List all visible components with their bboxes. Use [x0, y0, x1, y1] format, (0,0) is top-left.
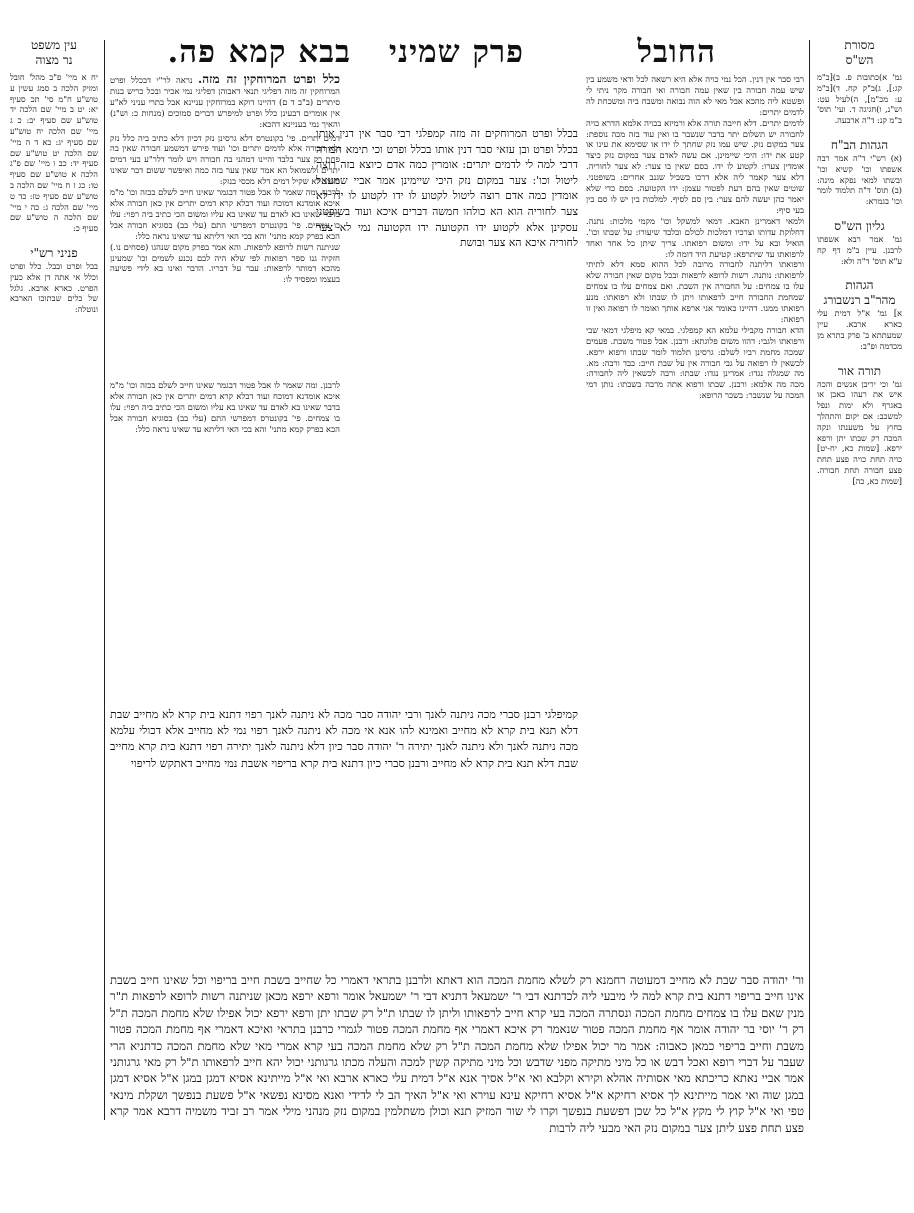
right-margin-rule — [809, 40, 810, 1120]
tosafot-lower — [110, 380, 340, 700]
haghot2-title: הגהות מהר"ב רנשבורג — [823, 278, 896, 308]
rashi-paragraph: ורפואתו דליתנה לחבורה מרובה לכל ההוא סמא דלא לתיתי לרפואתו: נותנה. רשות לרופא לרפאות ובכל מקום שאין חבורה שלא עלו בו צמחים: על החבורה אין השבת. ואם צמחים עלו בו צמחים שמחמת החבורה חייב לרפאותו ויתן לו שבתו ולא רפואתו: מנע רפואתו ממנו. דהיינו כאומר אני ארפא אותך ואומר לו רפואה ואין זו רפואה: — [586, 259, 804, 324]
tosafot-paragraph: דמים יתרים. פי' בקונטרס דלא גרסינן נזק דכיון דלא כתיב ביה כלל נזק ולא חבורה אלא לדמים יתרים וכו' ועוד פירש דמשמע חבורה שאין בה פחת רק צער בלבד והיינו דמהני בה חבורה ויש לומר דלר"ע בעי דמים יתרים ולשמואל הא אמר שאין צער בזה כמה ואיפשר ששום דבר שאינו חשוב לא שקיל דמים דלא מכסי בנזק: — [110, 132, 340, 187]
tosafot-paragraph: שניתנה רשות לרופא לרפאות. והא אמר בפרק מקום שנהגו (פסחים נו.) חזקיה גנז ספר רפואות לפי שלא היה לבם נכנע לשמים וכו' שמעינן מהכא דמותר לרפאות: עבר על דבריו. הדבר ואינו בא לידי פשיעה בעצמו ומפסיד לו: — [110, 241, 340, 285]
hagahot-text: (א) רש"י ד"ה אמר רבה אשפתו וכו' קשיא וכו' ובשתו למאי נפקא מינה: (ב) תוס' ד"ה תלמוד לומר וכו' בגמרא: — [817, 152, 902, 207]
torah-or-title: תורה אור — [837, 363, 882, 378]
rashi-paragraph: ולמאי דאמרינן האבא. דמאי למשקל וכו' מקמי מלכות: נתנה. דחלוקת עדותו וצרכיו דמלכות לכולם ובלבד שיעורו: על שבתו וכו'. הואיל ובא על ידו: ומשום רפואתו. צריך שיתן כל אחד ואחד לרפואתו עד שיתרפא: קטיעת היד דומה לו: — [586, 215, 804, 259]
tosafot-header: כלל ופרט המרוחקין זה מזה. — [198, 72, 340, 86]
tosafot-paragraph: לרבנן. ומה שאמר לו אבל פטור דבגמר שאינו חייב לשלם בכזה וכו' מ"מ איכא אומדנא דמוכח ועוד דבלא קרא דמים יתרים אין כאן חבורה אלא בדבר שאינו בא לאדם עד שאינו בא עליו ומשום הכי כתיב ביה רפוי: עלו בו צמחים. פי' בקונטרס דמפרשי התם (עלי בב) בסוגיא חבורה אבל הכא בפרק קמא מתני' והא בכי האי דליתא עד שאינו נראה כלל: — [110, 380, 340, 434]
right-margin — [817, 38, 902, 558]
perek-title: פרק שמיני — [388, 34, 524, 70]
tractate-title: בבא קמא — [228, 34, 351, 70]
gemara-paragraph: בכלל ופרט המרוחקים זה מזה קמפלגי רבי סבר אין דנין אותו בכלל ופרט ובן עזאי סבר דנין אותו בכלל ופרט וכי תימא חבורה דרבי למה לי לדמים יתרים: אומרין כמה אדם כיוצא בזה רוצה ליטול וכו': צער במקום נזק היכי שיימינן אמר אביי שמעאל אומדין כמה אדם רוצה ליטול לקטוע לו ידו לקטוע לו ידו לא צער לחוריה הוא הא כולהו חמשה דברים איכא ועוד בשופטני עסקינן אלא לקטוע ידו הקטועה ידו הקטועה נמי לא צער לחוריה איכא הא צער ובושת — [316, 127, 578, 250]
rashi-paragraph: לדמים יתרים. דלא חייבה תורה אלא ורמיזא בכויה אלמא הדרא כויה לחבורה יש תשלום יתר בדבר שנשבר בו ואין עוד בזה מכה נוספת: צער במקום נזק. שיש עמו נזק שחתך לו ידו או שסימא את עינו או קטע את ידו: היכי שיימינן. אם עשה לאדם צער במקום נזק כיצד אומדין צערו: לקטוע לו ידו. בסם שאין בו צער: לא צער לחוריה. דלא צער קאמר ליה אלא דרכו בשביל שגנב אחרים: בשופטני. שוטים שאין בהם דעת לפטור עצמן: ידו הקטועה. בסם כדי שלא יאמר כהן יעשה להם צער: בין סם לסיף. למלכות בין יש לו סם בין בעי סיף: — [585, 117, 804, 215]
gemara-bottom — [110, 972, 804, 1135]
left-margin-rule — [104, 40, 105, 1120]
tosafot-intro: נראה לר"י דבכלל ופרט המרוחקין זה מזה דפליגי תנאי דאבוהן דפליגי נמי אכיר ובכל כריש בנות סיתרים (ב"ב ד ם) דהיינו דוקא במרוחקין עניינא אבל בתרי עניני לא"ע אין אומרים דבעינן כלל ופרט למיפרש דברים סמוכים (מנחות כ: וש"נ) והאיך נמי בעניינא דהכא: — [110, 75, 340, 129]
gemara-upper — [316, 126, 578, 701]
ein-mishpat-title: עין משפט נר מצוה — [31, 38, 77, 67]
torah-or-text: גמ' וכי יריבן אנשים והכה איש את רעהו באבן או באגרף ולא ימות ונפל למשכב: אם יקום והתהלך בחוץ על משענתו ונקה המכה רק שבתו יתן ורפא ירפא. [שמות כא, יח-יט] כויה תחת כויה פצע תחת פצע חבורה תחת חבורה. [שמות כא, כה] — [817, 378, 902, 486]
mesoret-text: גמ' א)כתובות פ. ב)[ב"מ קג:], ג)ב"ק קח. ד)[ב"מ ע: מכ"מ], ה)לעיל עט: וש"נ, ו)חגיגה ד. ועי' תוס' ב"מ קנ: ד"ה ארבעה. — [817, 72, 902, 126]
gilyon-text: גמ' אמר רבא אשפתו לרבנן. עיין ב"מ דף קח ע"א תוס' ד"ה ולא: — [817, 233, 902, 266]
chapter-title: החובל — [637, 34, 716, 70]
hagahot-title: הגהות הב"ח — [830, 137, 889, 152]
rashi-column — [586, 74, 804, 966]
gilyon-title: גליון הש"ס — [834, 218, 885, 233]
gemara-main — [110, 707, 578, 969]
rashi-paragraph: רבי סבר אין דנין. הכל נמי כויה אלא היא רשאה לכל ודאי משמע בין שיש עמה חבורה בין שאין עמה חבורה ואי חבורה מקר ניתי לי ופשטא ליה מהכא אבל מאי לא הוה נבואה ומשבח ביה ומשכחת לה לדמים יתרים: — [586, 74, 804, 117]
tosafot-column — [110, 74, 340, 374]
ein-mishpat-text: יח א מיי' פ"ב מהל' חובל ומזיק הלכה ב סמג עשין ע טוש"ע ח"מ סי' תכ סעיף יא: יט ב מיי' שם הלכה יד טוש"ע שם סעיף יב: כ ג מיי' שם הלכה יח טוש"ע שם סעיף יג: כא ד ה מיי' שם הלכה יט טוש"ע שם סעיף יד: כב ו מיי' שם פ"ג הלכה א טוש"ע שם סעיף טו: כג ז ח מיי' שם הלכה ב טוש"ע שם סעיף טז: כד ט מיי' שם הלכה ג: כה י מיי' שם הלכה ה טוש"ע שם סעיף כ: — [10, 72, 98, 234]
left-margin — [10, 38, 98, 458]
mesoret-title: מסורת הש"ס — [844, 38, 875, 67]
rashi-paragraph: הדא חבורה מקבילי עלמא הא קמפלגי. במאי קא מיפלגי דמאי שבי ורפואתו ולגבי: דהוו משום פלוגתא: ורבנן. אבל פטור משבת. פעמים שמכה מחמת רביו לשלם: גרסינן תלמוד לומר שבתו ורפוא ירפא. לכשאין לו רפואה על גבי חבורה אין על שבת חייב: כבד ורבה: מא. מה שמגלה נגדו: אמרינן נגדו: שבתו: ורבה לכשאין ליה לחבורה: מכה מה אלמא: ורבנן. שבתו ורפוא אתה מרבה בשבתו: נותן דמי המכה על שנשבר: בשכר הרופא: — [586, 324, 804, 401]
rashi-pearls-title: פניני רש"י — [30, 245, 78, 260]
gemara-paragraph: קמיפלגי רבנן סברי מכה ניתנה לאנך ורבי יהודה סבר מכה לא ניתנה לאנך רפוי דתנא בית קרא לא מחייב שבת דלא תנא בית קרא לא מחייב ואמינא להו אנא אי מכה לא ניתנה לאנך רפוי נמי לא מחייב אלא דכולי עלמא מכה ניתנה לאנך ולא ניתנה לאנך יתירה ר' יהודה סבר כיון דלא ניתנה לאנך יתירה רפוי דתנא בית קרא מחייב שבת דלא תנא בית קרא לא מחייב ורבנן סברי כיון דתנא בית קרא בריפוי אשבת נמי מחייב דאתקש לריפוי — [110, 708, 578, 770]
daf-number: פה. — [167, 34, 216, 70]
tosafot-paragraph: לרבנן. ומה שאמר לו אבל פטור דבגמר שאינו חייב לשלם בכזה וכו' מ"מ איכא אומדנא דמוכח ועוד דבלא קרא דמים יתרים אין כאן חבורה אלא בדבר שאינו בא לאדם עד שאינו בא עליו ומשום הכי כתיב ביה רפוי: עלו בו צמחים. פי' בקונטרס דמפרשי התם (עלי בב) בסוגיא חבורה אבל הכא בפרק קמא מתני' והא בכי האי דליתא עד שאינו נראה כלל: — [110, 187, 340, 241]
rashi-pearls-text: בבל ופרט ובבל. כלל ופרט וכלל אי אתה דן אלא כעין הפרט. כארא ארבא. גלגל של כלים שבתוכו הארבא ונוטלה: — [10, 260, 98, 315]
haghot2-text: א] גמ' א"ל דמית עלי כארא ארבא. עיין שמעתתא ב' פרק בתרא מן מכדמה ופ"ב: — [817, 308, 902, 351]
gemara-paragraph: ור' יהודה סבר שבת לא מחייב דמעוטה רחמנא רק לשלא מחמת המכה הוא דאתא ולרבנן בתראי דאמרי כל שחייב בשבת חייב בריפוי וכל שאינו חייב בשבת אינו חייב בריפוי דתנא בית קרא למה לי מיבעי ליה לכדתנא דבי ר' ישמעאל דתניא דבי ר' ישמעאל אומר ורפא ירפא מכאן שניתנה רשות לרופא לרפאות ת"ר מנין שאם עלו בו צמחים מחמת המכה ונסתרה המכה בעי קרא חייב לרפאותו וליתן לו שבתו ת"ל רק שבתו יתן ורפא ירפא יכול אפילו שלא מחמת המכה ת"ל רק ר' יוסי בר יהודה אומר אף מחמת המכה פטור שנאמר רק איכא דאמרי אף מחמת המכה פטור לגמרי כרבנן בתראי ואיכא דאמרי אף מחמת המכה פטור משבת וחייב בריפוי כמאן כאבוה: אמר מר יכול אפילו שלא מחמת המכה ת"ל רק שלא מחמת המכה בעי קרא אמרי מאי שלא מחמת המכה כדתניא הרי שעבר על דברי רופא ואכל דבש או כל מיני מתיקה מפני שדבש וכל מיני מתיקה קשין למכה והעלה מכתו גרגותני יכול יהא חייב לרפאותו ת"ל רק מאי גרגותני אמר אביי נאתא כריכתא מאי אסותיה אהלא וקירא וקלבא ואי א"ל אסיך אנא א"ל דמית עלי כארא ארבא ואי א"ל מייתינא אסיא דמגן במגן א"ל אסיא דמגן במגן שוה ואי אמר מייתינא לך אסיא רחיקא א"ל אסיא רחיקא עינא עוירא ואי א"ל האיך הב לי לדידי ואנא מסינא נפשאי א"ל פשעת בנפשך ושקלת מינאי טפי ואי א"ל קוץ לי מקץ א"ל כל שכן דפשעת בנפשך וקרו לי שור המזיק תנא וכולן משתלמין במקום נזק מנהני מילי אמר רב זביד משמיה דרבא אמר קרא פצע תחת פצע ליתן צער במקום נזק האי מבעי ליה לרבות — [110, 973, 804, 1135]
